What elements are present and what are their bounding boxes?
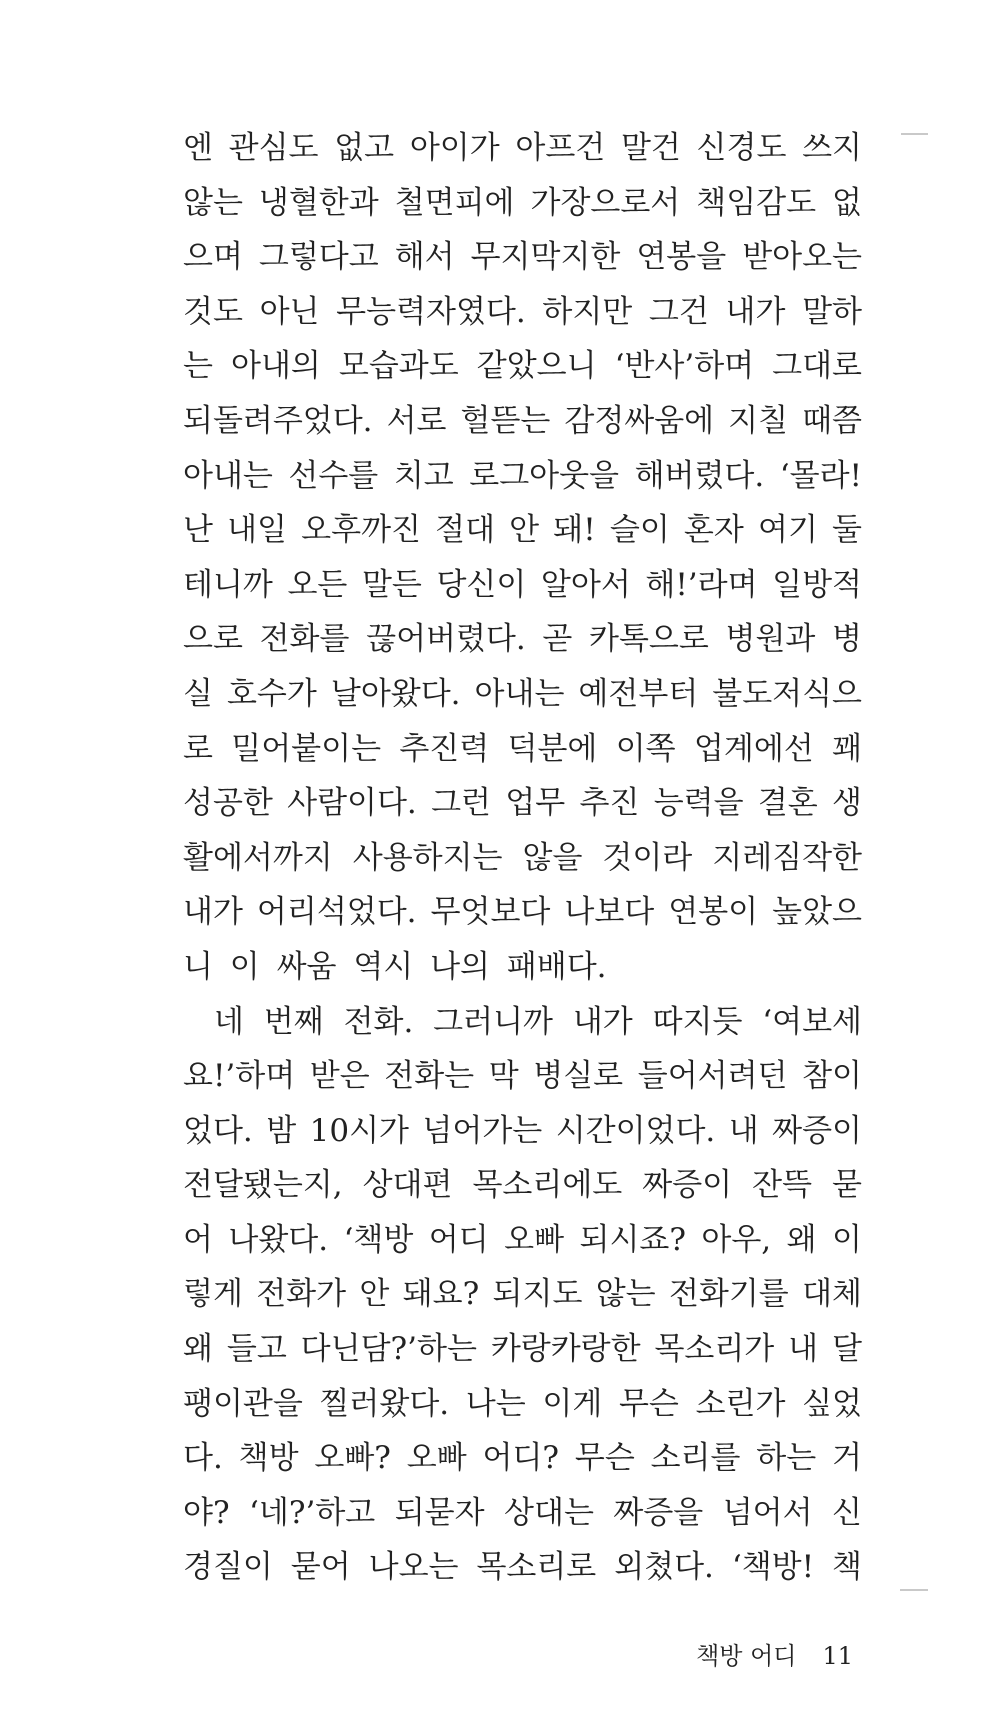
text-line: 성공한 사람이다. 그런 업무 추진 능력을 결혼 생 <box>183 785 862 822</box>
text-line: 었다. 밤 10시가 넘어가는 시간이었다. 내 짜증이 <box>183 1112 862 1149</box>
text-line: 테니까 오든 말든 당신이 알아서 해!’라며 일방적 <box>183 566 862 603</box>
text-line: 어 나왔다. ‘책방 어디 오빠 되시죠? 아우, 왜 이 <box>183 1221 862 1258</box>
running-title: 책방 어디 <box>696 1642 797 1670</box>
text-line: 로 밀어붙이는 추진력 덕분에 이쪽 업계에선 꽤 <box>183 730 862 767</box>
text-line: 으며 그렇다고 해서 무지막지한 연봉을 받아오는 <box>183 239 862 276</box>
page-edge-mark-bottom <box>900 1589 928 1591</box>
text-line: 렇게 전화가 안 돼요? 되지도 않는 전화기를 대체 <box>183 1276 862 1313</box>
text-line-paragraph-end: 니 이 싸움 역시 나의 패배다. <box>183 948 607 985</box>
text-line: 되돌려주었다. 서로 헐뜯는 감정싸움에 지칠 때쯤 <box>183 402 862 439</box>
page-text-block <box>183 121 862 1595</box>
page-footer <box>696 1640 853 1672</box>
text-line: 않는 냉혈한과 철면피에 가장으로서 책임감도 없 <box>183 184 862 221</box>
text-line: 는 아내의 모습과도 같았으니 ‘반사’하며 그대로 <box>183 348 862 385</box>
text-line: 실 호수가 날아왔다. 아내는 예전부터 불도저식으 <box>183 675 862 712</box>
text-line: 야? ‘네?’하고 되묻자 상대는 짜증을 넘어서 신 <box>183 1494 862 1531</box>
text-line: 난 내일 오후까진 절대 안 돼! 슬이 혼자 여기 둘 <box>183 512 862 549</box>
text-line: 아내는 선수를 치고 로그아웃을 해버렸다. ‘몰라! <box>183 457 862 494</box>
text-line: 다. 책방 오빠? 오빠 어디? 무슨 소리를 하는 거 <box>183 1440 862 1477</box>
text-line: 으로 전화를 끊어버렸다. 곧 카톡으로 병원과 병 <box>183 621 862 658</box>
text-line: 팽이관을 찔러왔다. 나는 이게 무슨 소린가 싶었 <box>183 1385 862 1422</box>
text-line: 경질이 묻어 나오는 목소리로 외쳤다. ‘책방! 책 <box>183 1549 862 1586</box>
text-line: 내가 어리석었다. 무엇보다 나보다 연봉이 높았으 <box>183 894 862 931</box>
text-line-paragraph-start: 네 번째 전화. 그러니까 내가 따지듯 ‘여보세 <box>214 1003 862 1040</box>
text-line: 엔 관심도 없고 아이가 아프건 말건 신경도 쓰지 <box>183 130 862 166</box>
page-number: 11 <box>822 1642 853 1670</box>
text-line: 것도 아닌 무능력자였다. 하지만 그건 내가 말하 <box>183 293 862 330</box>
page-edge-mark-top <box>901 133 928 135</box>
text-line: 전달됐는지, 상대편 목소리에도 짜증이 잔뜩 묻 <box>183 1167 862 1204</box>
text-line: 왜 들고 다닌담?’하는 카랑카랑한 목소리가 내 달 <box>183 1331 862 1368</box>
text-line: 활에서까지 사용하지는 않을 것이라 지레짐작한 <box>183 839 862 876</box>
text-line: 요!’하며 받은 전화는 막 병실로 들어서려던 참이 <box>183 1058 862 1095</box>
